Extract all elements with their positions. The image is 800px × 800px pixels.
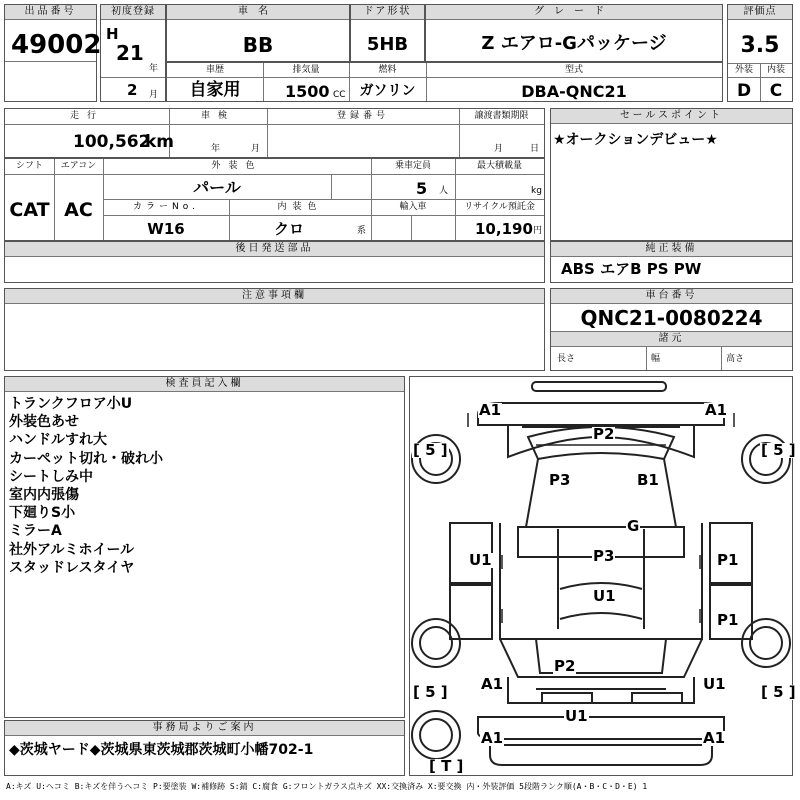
legend: A:キズ U:ヘコミ B:キズを伴うヘコミ P:要塗装 W:補修跡 S:錆 C:腐食 G:フロントガラス点キズ XX:交換済み X:要交換 内・外装評価 5段階ランク順(A・B・C・D・E) 1 bbox=[6, 782, 648, 791]
car-name-cell bbox=[166, 4, 350, 62]
sales-label: セールスポイント bbox=[551, 109, 792, 124]
damage-mark: A1 bbox=[703, 729, 726, 747]
note-line: トランクフロア小U bbox=[9, 396, 133, 412]
load-unit: kg bbox=[531, 186, 542, 196]
office-notice: ◆茨城ヤード◆茨城県東茨城郡茨城町小幡702-1 bbox=[9, 742, 314, 758]
air-conditioner: AC bbox=[64, 199, 93, 221]
damage-mark: [ 5 ] bbox=[761, 441, 796, 459]
door-type: 5HB bbox=[366, 34, 409, 55]
mileage-label: 走行 bbox=[69, 111, 104, 121]
inspector-notes bbox=[9, 395, 163, 577]
ac-label: エアコン bbox=[60, 161, 97, 171]
damage-mark: A1 bbox=[481, 675, 504, 693]
equipment-label: 純正装備 bbox=[551, 242, 792, 257]
ins-month-unit: 月 bbox=[251, 144, 261, 154]
ext-score: D bbox=[736, 81, 752, 101]
fuel: ガソリン bbox=[359, 83, 416, 99]
damage-mark: A1 bbox=[705, 401, 728, 419]
grade: Z エアロ-Gパッケージ bbox=[481, 33, 667, 54]
damage-mark: [ T ] bbox=[429, 757, 464, 775]
month-unit: 月 bbox=[149, 90, 159, 100]
transfer-day-unit: 日 bbox=[530, 144, 540, 154]
damage-mark: P2 bbox=[554, 657, 576, 675]
damage-mark: A1 bbox=[481, 729, 504, 747]
era: H bbox=[106, 25, 119, 43]
caution-section bbox=[4, 288, 545, 371]
disp-label: 排気量 bbox=[292, 65, 320, 75]
note-line: スタッドレスタイヤ bbox=[9, 559, 135, 576]
height-label: 高さ bbox=[726, 354, 745, 364]
score-cell bbox=[727, 4, 793, 102]
fuel-label: 燃料 bbox=[378, 65, 397, 75]
inspector-label: 検査員記入欄 bbox=[5, 377, 404, 392]
damage-mark: [ 5 ] bbox=[761, 683, 796, 701]
damage-mark: A1 bbox=[479, 401, 502, 419]
note-line: 室内内張傷 bbox=[9, 487, 79, 504]
transfer-month-unit: 月 bbox=[494, 144, 504, 154]
ext-color: パール bbox=[193, 178, 241, 197]
inspection-label: 車検 bbox=[200, 111, 235, 121]
length-label: 長さ bbox=[557, 354, 576, 364]
damage-mark: U1 bbox=[703, 675, 726, 693]
caution-label: 注意事項欄 bbox=[5, 289, 544, 304]
note-line: 下廻りS小 bbox=[9, 505, 76, 522]
note-line: カーペット切れ・破れ小 bbox=[9, 450, 163, 467]
damage-mark: P1 bbox=[717, 551, 739, 569]
note-line: 外装色あせ bbox=[9, 414, 79, 431]
model-code: DBA-QNC21 bbox=[521, 82, 627, 101]
door-label: ドア形状 bbox=[351, 5, 424, 20]
reg-year: 21 bbox=[116, 41, 144, 65]
reg-month: 2 bbox=[127, 81, 138, 99]
history-label: 車歴 bbox=[205, 65, 224, 75]
car-name: BB bbox=[242, 33, 274, 57]
car-name-label: 車名 bbox=[167, 5, 349, 20]
first-reg-cell bbox=[100, 4, 166, 102]
import-label: 輸入車 bbox=[399, 202, 427, 212]
chassis-number: QNC21-0080224 bbox=[580, 306, 763, 330]
transfer-label: 譲渡書類期限 bbox=[474, 111, 529, 121]
recycle-unit: 円 bbox=[533, 226, 543, 236]
shift-label: シフト bbox=[15, 161, 43, 171]
ext-color-label: 外装色 bbox=[211, 161, 263, 171]
color-no-label: カラーNo. bbox=[133, 202, 199, 212]
int-score: C bbox=[769, 81, 783, 101]
equipment: ABS エアB PS PW bbox=[561, 260, 702, 278]
damage-mark: [ 5 ] bbox=[413, 441, 448, 459]
lot-number: 49002 bbox=[11, 30, 102, 60]
overall-score: 3.5 bbox=[740, 33, 780, 58]
mileage-unit: km bbox=[145, 132, 175, 152]
note-line: ミラーA bbox=[9, 523, 62, 540]
dims-label: 諸元 bbox=[551, 331, 792, 347]
year-unit: 年 bbox=[149, 64, 159, 74]
inspector-section bbox=[4, 376, 405, 718]
damage-diagram bbox=[409, 376, 796, 776]
sales-point: ★オークションデビュー★ bbox=[553, 132, 718, 148]
damage-mark: G bbox=[627, 517, 640, 535]
score-label: 評価点 bbox=[728, 5, 792, 20]
first-reg-label: 初度登録 bbox=[101, 5, 165, 20]
office-label: 事務局よりご案内 bbox=[5, 721, 404, 736]
chassis-section bbox=[550, 288, 793, 371]
damage-mark: [ 5 ] bbox=[413, 683, 448, 701]
color-no: W16 bbox=[147, 220, 185, 238]
equipment-section bbox=[550, 241, 793, 283]
int-color: クロ bbox=[273, 220, 304, 238]
sales-point-section bbox=[550, 108, 793, 241]
int-color-unit: 系 bbox=[357, 226, 367, 236]
later-parts-label: 後日発送部品 bbox=[5, 242, 544, 257]
door-cell bbox=[350, 4, 425, 62]
displacement: 1500 bbox=[285, 82, 330, 101]
damage-mark: B1 bbox=[637, 471, 659, 489]
grade-label: グレード bbox=[426, 5, 722, 20]
ins-year-unit: 年 bbox=[211, 144, 221, 154]
mileage: 100,562 bbox=[73, 132, 151, 152]
damage-mark: P1 bbox=[717, 611, 739, 629]
capacity-label: 乗車定員 bbox=[394, 161, 431, 171]
load-label: 最大積載量 bbox=[476, 161, 522, 171]
damage-mark: U1 bbox=[469, 551, 492, 569]
width-label: 幅 bbox=[651, 354, 661, 364]
note-line: ハンドルすれ大 bbox=[9, 432, 107, 449]
body-details bbox=[4, 158, 545, 241]
shift: CAT bbox=[9, 199, 50, 221]
grade-cell bbox=[425, 4, 723, 62]
model-label: 型式 bbox=[564, 65, 583, 75]
recycle-label: リサイクル預託金 bbox=[464, 202, 535, 212]
office-section bbox=[4, 720, 405, 776]
disp-unit: CC bbox=[333, 90, 346, 100]
damage-mark: P2 bbox=[593, 425, 615, 443]
capacity: 5 bbox=[416, 179, 428, 198]
lot-label: 出品番号 bbox=[5, 5, 96, 20]
lot-cell bbox=[4, 4, 102, 102]
damage-mark: P3 bbox=[593, 547, 615, 565]
later-parts-section bbox=[4, 241, 545, 283]
chassis-label: 車台番号 bbox=[551, 289, 792, 304]
mileage-section bbox=[4, 108, 545, 158]
spec-row bbox=[166, 62, 723, 102]
int-label: 内装 bbox=[766, 65, 785, 75]
note-line: シートしみ中 bbox=[9, 468, 93, 485]
recycle-fee: 10,190 bbox=[475, 220, 533, 238]
damage-mark: U1 bbox=[565, 707, 588, 725]
note-line: 社外アルミホイール bbox=[9, 541, 135, 558]
history: 自家用 bbox=[189, 80, 241, 100]
damage-mark: P3 bbox=[549, 471, 571, 489]
int-color-label: 内装色 bbox=[277, 202, 323, 212]
ext-label: 外装 bbox=[734, 65, 753, 75]
damage-mark: U1 bbox=[593, 587, 616, 605]
capacity-unit: 人 bbox=[439, 186, 449, 196]
reg-number-label: 登録番号 bbox=[336, 111, 389, 121]
